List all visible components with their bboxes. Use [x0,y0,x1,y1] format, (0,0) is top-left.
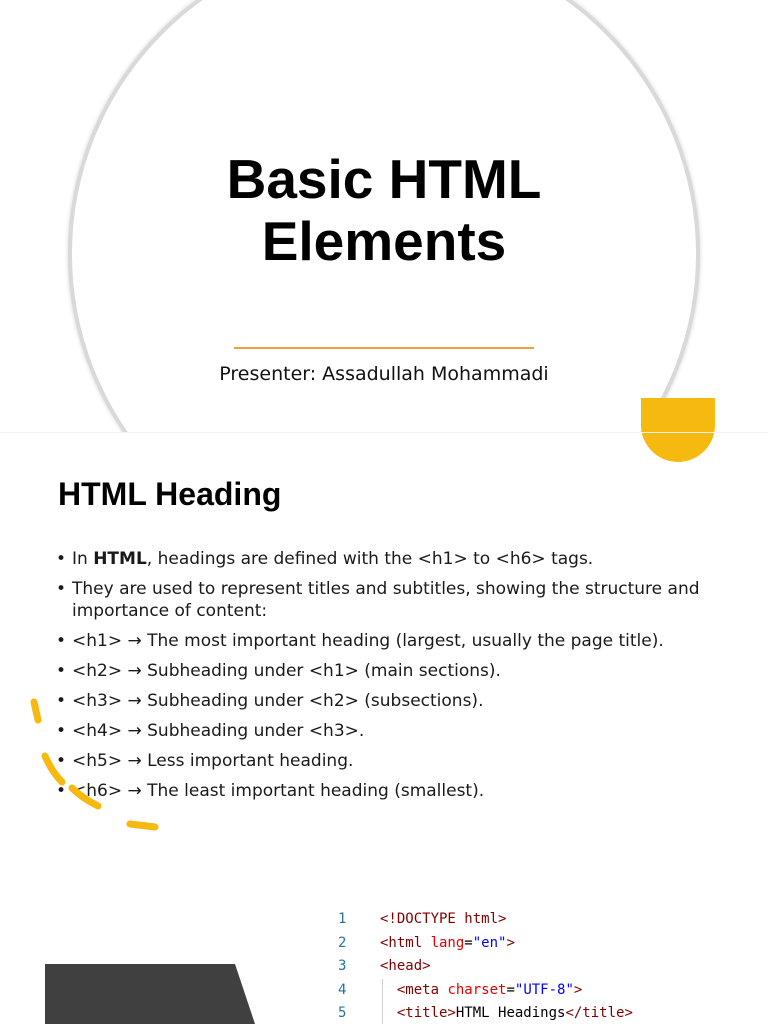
code-token: "UTF-8" [514,981,574,998]
bullet-item [56,660,736,682]
bullet-text-tail: , headings are defined with the <h1> to <h6> tags. [146,549,594,569]
code-token: > [573,981,583,998]
code-token: <head> [380,958,431,974]
code-token: = [464,934,473,951]
code-line [330,955,750,979]
code-token [380,1005,397,1021]
code-token [380,982,397,998]
dark-decorative-shape [45,964,255,1024]
code-line [330,908,750,932]
bullet-text: <h2> → Subheading under <h1> (main sections). [72,661,501,681]
bullet-item [56,548,736,570]
line-number: 2 [338,934,347,951]
title-line-1: Basic HTML [226,148,542,210]
slide-heading: HTML Heading [58,476,282,512]
title-slide [0,0,768,432]
code-token: <meta [396,981,448,998]
yellow-scribble-decoration [20,690,170,840]
bullet-text: They are used to represent titles and subtitles, showing the structure and importance of content: [72,579,700,621]
slide-title [100,148,668,272]
code-line [330,1002,750,1026]
code-token: "en" [472,934,507,951]
bullet-text: <h5> → Less important heading. [72,751,354,771]
code-token: <html [380,934,431,951]
title-line-2: Elements [261,210,507,272]
bullet-text: <h6> → The least important heading (smallest). [72,781,485,801]
code-token: </title> [565,1005,633,1021]
line-number: 1 [338,911,347,927]
code-token: = [506,981,515,998]
code-snippet [330,908,750,1026]
code-token: > [506,934,515,951]
line-number: 5 [338,1005,347,1021]
bullet-item [56,578,736,622]
bullet-bold-text: HTML [93,549,147,569]
bullet-item [56,630,736,652]
code-line [330,979,750,1003]
line-number: 4 [338,981,347,998]
bullet-text: <h3> → Subheading under <h2> (subsections). [72,691,484,711]
code-token: <title> [396,1005,456,1021]
bullet-text: <h1> → The most important heading (largest, usually the page title). [72,631,664,651]
presenter-text: Presenter: Assadullah Mohammadi [219,363,549,385]
slide-separator [0,432,768,433]
code-token: <!DOCTYPE html> [380,911,507,927]
title-divider [234,347,534,349]
bullet-text: In [72,549,94,569]
yellow-half-circle [641,398,715,462]
code-line [330,932,750,956]
bullet-text: <h4> → Subheading under <h3>. [72,721,365,741]
line-number: 3 [338,958,347,974]
code-token: lang [430,934,465,951]
code-token: HTML Headings [455,1005,566,1021]
code-token: charset [447,981,507,998]
